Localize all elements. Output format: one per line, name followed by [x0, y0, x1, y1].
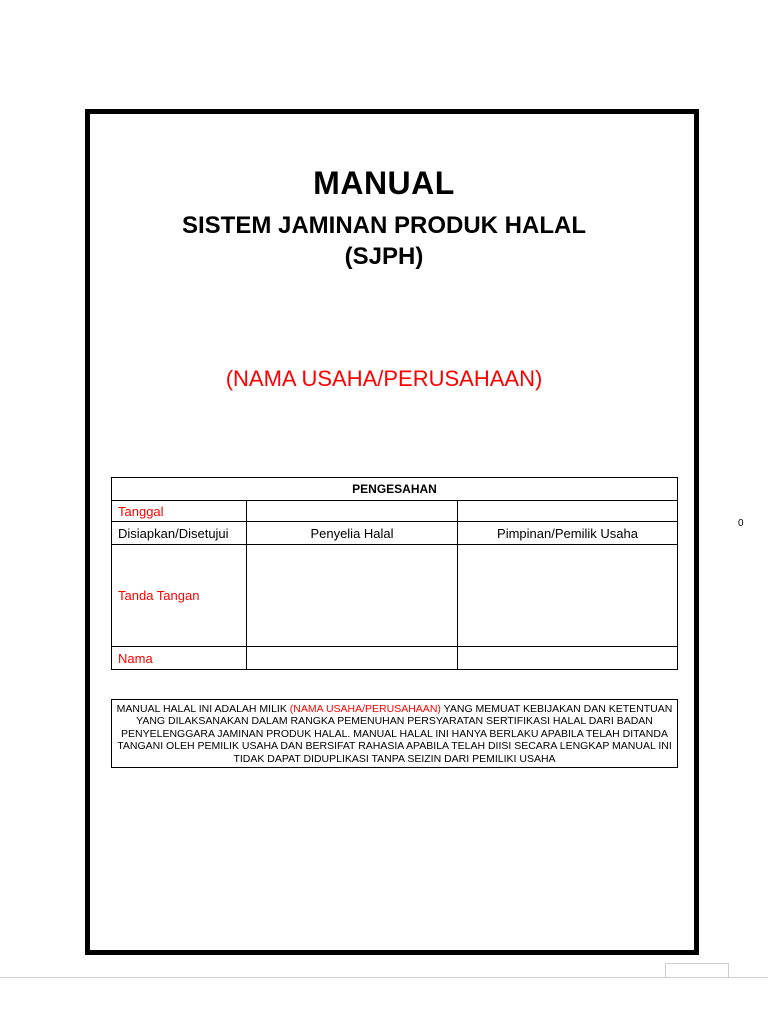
- date-owner-cell[interactable]: [458, 501, 678, 522]
- owner-signature-cell[interactable]: [458, 545, 678, 647]
- notice-company-placeholder: (NAMA USAHA/PERUSAHAAN): [289, 703, 441, 715]
- date-supervisor-cell[interactable]: [247, 501, 458, 522]
- supervisor-signature-cell[interactable]: [247, 545, 458, 647]
- signature-row: [112, 545, 678, 647]
- approval-header: PENGESAHAN: [112, 478, 678, 501]
- page-number: 0: [738, 518, 744, 529]
- notice-text-part-2: YANG MEMUAT KEBIJAKAN DAN KETENTUAN YANG DILAKSANAKAN DALAM RANGKA PEMENUHAN PERSYARATAN SERTIFIKASI HALAL DARI BADAN PENYELENGGARA JAMINAN PRODUK HALAL. MANUAL HALAL INI HANYA BERLAKU APABILA TELAH DITANDA TANGANI OLEH PEMILIK USAHA DAN BERSIFAT RAHASIA APABILA TELAH DIISI SECARA LENGKAP MANUAL INI TIDAK DAPAT DIDUPLIKASI TANPA SEIZIN DARI PEMILIKI USAHA: [117, 703, 673, 765]
- prepared-row: [112, 522, 678, 545]
- manual-title: MANUAL: [313, 165, 455, 201]
- approval-header-row: [112, 478, 678, 501]
- approval-table: [111, 477, 678, 670]
- footer-tab: [665, 963, 729, 978]
- subtitle-line-2: (SJPH): [344, 243, 424, 270]
- prepared-label: Disiapkan/Disetujui: [112, 522, 247, 545]
- supervisor-name-cell[interactable]: [247, 647, 458, 670]
- signature-label: Tanda Tangan: [112, 545, 247, 647]
- company-name-placeholder: (NAMA USAHA/PERUSAHAAN): [225, 366, 543, 391]
- notice-text-part-1: MANUAL HALAL INI ADALAH MILIK: [116, 703, 287, 715]
- subtitle-line-1: SISTEM JAMINAN PRODUK HALAL: [181, 212, 586, 239]
- owner-heading: Pimpinan/Pemilik Usaha: [458, 522, 678, 545]
- name-label: Nama: [112, 647, 247, 670]
- date-row: [112, 501, 678, 522]
- date-label: Tanggal: [112, 501, 247, 522]
- name-row: [112, 647, 678, 670]
- footer-divider: [0, 977, 768, 978]
- ownership-notice: [111, 699, 678, 768]
- owner-name-cell[interactable]: [458, 647, 678, 670]
- manual-subtitle: [0, 210, 768, 272]
- supervisor-heading: Penyelia Halal: [247, 522, 458, 545]
